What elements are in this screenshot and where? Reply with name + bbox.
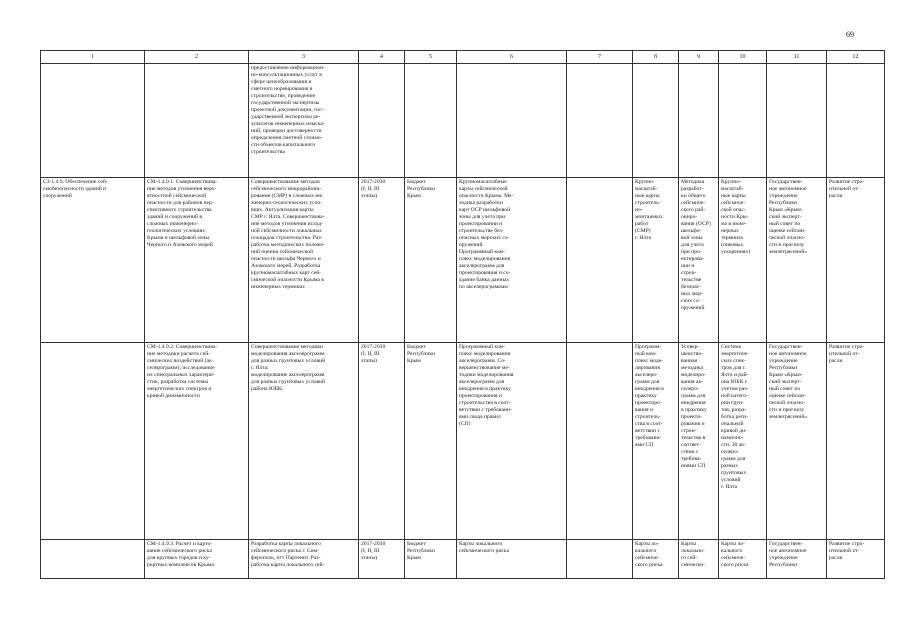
table-cell: Система энергетиче- ских спек- тров для г. Ялта и рай- она ЮБК с учетом раз- ной катего- рии грун- тов; разра- ботка реги- ональной кривой ди- намично- сти. 30 ак- селеро- грамм для разных грунтовых условий г. Ялта bbox=[719, 343, 767, 540]
table-cell bbox=[145, 64, 249, 178]
col-header-11: 11 bbox=[767, 51, 827, 64]
col-header-10: 10 bbox=[719, 51, 767, 64]
table-cell bbox=[567, 343, 633, 540]
table-cell bbox=[767, 64, 827, 178]
table-cell: Бюджет Республики Крым bbox=[405, 343, 457, 540]
table-cell bbox=[41, 540, 145, 579]
table-cell: СМ-1.4.9.2. Совершенствова- ние методики расчета сей- смических воздействий (ак- селерограмм); исследование их спектральных характери- стик; разработка системы энергетических спектров и кривой динамичности bbox=[145, 343, 249, 540]
table-cell bbox=[359, 64, 405, 178]
table-cell: 2017-2030 (I, II, III этапы) bbox=[359, 540, 405, 579]
table-cell bbox=[827, 64, 885, 178]
table-cell bbox=[567, 64, 633, 178]
table-cell bbox=[567, 178, 633, 343]
table-cell: Карты ло- кального сейсмиче- ского риска bbox=[633, 540, 679, 579]
table-cell: Разработка карты локального сейсмического риска г. Сим- ферополь, пгт Партенит. Раз- работка карты локального сей- bbox=[249, 540, 359, 579]
table-cell: СМ-1.4.9.1. Совершенствова- ние методов уточнения веро- ятностной сейсмической опасности для районов пер- спективного строительства зданий и сооружений в сложных инженерно- геологических условиях Крыма и шельфовой зоны Черного и Азовского морей bbox=[145, 178, 249, 343]
table-cell: 2017-2030 (I, II, III этапы) bbox=[359, 178, 405, 343]
table-cell bbox=[457, 64, 567, 178]
table-cell: Совершенствование методики моделирования акселерограмм для разных грунтовых условий г. Ялта; моделирование акселерограмм для разных грунтовых условий района ЮБК; bbox=[249, 343, 359, 540]
table-row bbox=[41, 343, 885, 540]
table-cell: предоставление информацион- но-консультационных услуг в сфере ценообразования и сметного нормирования в строительстве, проведение государственной экспертизы проектной документации, гос- ударственной экспертизы ре- зультатов инженерных изыска- ний, проверки достоверности определения сметной стоимо- сти объектов капитального строительства bbox=[249, 64, 359, 178]
table-cell: Бюджет Республики Крым bbox=[405, 178, 457, 343]
table-row bbox=[41, 178, 885, 343]
table-cell bbox=[567, 540, 633, 579]
table-cell: Государствен- ное автономное учреждение Республики bbox=[767, 540, 827, 579]
table-cell bbox=[679, 64, 719, 178]
table-cell: Программный ком- плекс моделирования акселерограмм. Со- вершенствование ме- тодики моделирования акселерограмм для внедрения в практику проектирования и строительства в соот- ветствии с требовани- ями свода правил (СП) bbox=[457, 343, 567, 540]
table-cell bbox=[41, 343, 145, 540]
col-header-7: 7 bbox=[567, 51, 633, 64]
table-cell: Карты локального сейсмического риска bbox=[457, 540, 567, 579]
table-cell: Развитие стро- ительной от- расли bbox=[827, 178, 885, 343]
program-table bbox=[40, 50, 885, 579]
table-cell: Развитие стро- ительной от- расли bbox=[827, 540, 885, 579]
table-cell: Карты локально- го сей- смическо- bbox=[679, 540, 719, 579]
table-row bbox=[41, 64, 885, 178]
table-cell: Карты ло- кального сейсмиче- ского риска bbox=[719, 540, 767, 579]
col-header-9: 9 bbox=[679, 51, 719, 64]
col-header-6: 6 bbox=[457, 51, 567, 64]
table-row bbox=[41, 540, 885, 579]
table-cell: СМ-1.4.9.3. Расчет и карто- вание сейсмического риска для крупных городов и ку- рортных комплексов Крыма bbox=[145, 540, 249, 579]
col-header-4: 4 bbox=[359, 51, 405, 64]
col-header-2: 2 bbox=[145, 51, 249, 64]
table-cell: Программ- ный ком- плекс моде- лирования акселеро- грамм для внедрения в практику проектиро- вания и строитель- ства в соот- ветствии с требовани- ями СП bbox=[633, 343, 679, 540]
table-cell: Развитие стро- ительной от- расли bbox=[827, 343, 885, 540]
col-header-5: 5 bbox=[405, 51, 457, 64]
table-cell bbox=[633, 64, 679, 178]
col-header-3: 3 bbox=[249, 51, 359, 64]
page-number: 69 bbox=[846, 30, 854, 39]
table-cell: Бюджет Республики Крым bbox=[405, 540, 457, 579]
col-header-8: 8 bbox=[633, 51, 679, 64]
table-cell bbox=[41, 64, 145, 178]
table-cell: Крупномасштабные карты сейсмической опасности Крыма. Ме- тодика разработки карт ОСР шельфовой зоны для учета при проектировании и строительстве без- опасных морских со- оружений. Программный ком- плекс моделирования акселерограмм для проектирования и со- здание банка данных по акселерограммам bbox=[457, 178, 567, 343]
table-cell bbox=[719, 64, 767, 178]
col-header-12: 12 bbox=[827, 51, 885, 64]
table-cell: Методика разработ- ки общего сейсмиче- ского рай- ониро- вания (ОСР) шельфо- вой зоны для учета при про- ектирова- нии и строи- тельстве безопас- ных мор- ских со- оружений bbox=[679, 178, 719, 343]
table-cell: Государствен- ное автономное учреждение Республики Крым «Крым- ский эксперт- ный совет по оценке сейсми- ческой опасно- сти и прогнозу землетрясений» bbox=[767, 178, 827, 343]
table-cell: Государствен- ное автономное учреждение Республики Крым «Крым- ский эксперт- ный совет по оценке сейсми- ческой опасно- сти и прогнозу землетрясений» bbox=[767, 343, 827, 540]
table-cell bbox=[405, 64, 457, 178]
table-cell: Крупно- масштаб- ные карты строитель- но- монтажных работ (СМР) г. Ялта bbox=[633, 178, 679, 343]
table-cell: Усовер- шенство- ванная методика моделиро- вания ак- селеро- грамм для внедрения в практику проекти- рования и строи- тельства в соответ- ствии с требова- ниями СП bbox=[679, 343, 719, 540]
col-header-1: 1 bbox=[41, 51, 145, 64]
table-cell: 2017-2030 (I, II, III этапы) bbox=[359, 343, 405, 540]
table-cell: Совершенствование методов сейсмического микрорайони- рования (СМР) в сложных ин- женерно-геологических усло- виях. Актуализация карты СМР г. Ялта. Совершенствова- ние методов уточнения исход- ной сейсмичности локальных площадок строительства. Раз- работка методических положе- ний оценки сейсмической опасности шельфа Черного и Азовского морей. Разработка крупномасштабных карт сей- смической опасности Крыма в инженерных терминах bbox=[249, 178, 359, 343]
table-cell: Крупно- масштаб- ные карты сейсмиче- ской опас- ности Кры- ма в инже- нерных терминах (пиковых ускорениях) bbox=[719, 178, 767, 343]
table-cell: СЗ-1.4.9. Обеспечение сей- смобезопасности зданий и сооружений bbox=[41, 178, 145, 343]
header-row bbox=[41, 51, 885, 64]
